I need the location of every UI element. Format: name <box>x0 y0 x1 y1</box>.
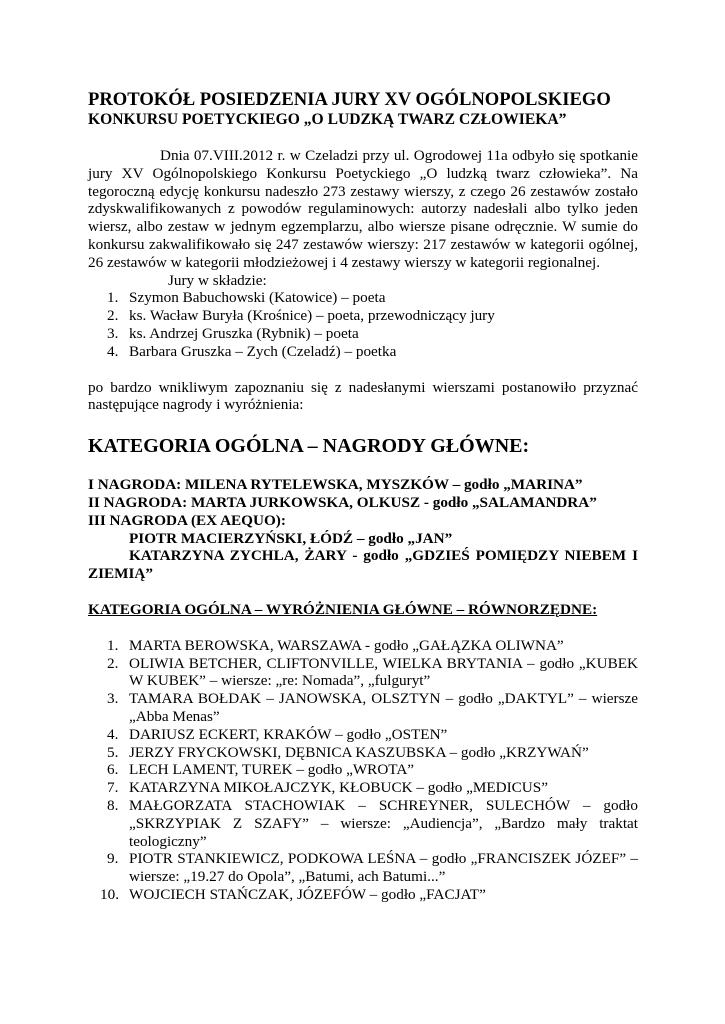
list-item-text: LECH LAMENT, TUREK – godło „WROTA” <box>129 761 415 779</box>
list-item-text: PIOTR STANKIEWICZ, PODKOWA LEŚNA – godło „FRANCISZEK JÓZEF” – wiersze: „19.27 do Opola”, „Batumi, ach Batumi...” <box>129 850 638 886</box>
list-item <box>88 761 638 779</box>
after-jury-paragraph: po bardzo wnikliwym zapoznaniu się z nadesłanymi wierszami postanowiło przyznać następujące nagrody i wyróżnienia: <box>88 378 638 414</box>
jury-member-text: ks. Wacław Buryła (Krośnice) – poeta, przewodniczący jury <box>129 307 495 325</box>
list-number: 2. <box>107 307 119 325</box>
jury-member <box>88 325 638 343</box>
jury-member <box>88 307 638 325</box>
list-item <box>88 850 638 886</box>
list-item-text: MAŁGORZATA STACHOWIAK – SCHREYNER, SULECHÓW – godło „SKRZYPIAK Z SZAFY” – wiersze: „Audiencja”, „Bardzo mały traktat teologiczny” <box>129 796 638 850</box>
list-item <box>88 637 638 655</box>
list-number: 4. <box>107 342 119 360</box>
jury-member <box>88 289 638 307</box>
second-prize: II NAGRODA: MARTA JURKOWSKA, OLKUSZ - godło „SALAMANDRA” <box>88 493 597 511</box>
first-prize: I NAGRODA: MILENA RYTELEWSKA, MYSZKÓW – godło „MARINA” <box>88 476 583 494</box>
list-item <box>88 655 638 691</box>
main-prizes-heading: KATEGORIA OGÓLNA – NAGRODY GŁÓWNE: <box>88 435 530 458</box>
list-number: 3. <box>107 690 119 708</box>
list-number: 5. <box>107 743 119 761</box>
list-item <box>88 744 638 762</box>
list-number: 1. <box>107 289 119 307</box>
list-number: 1. <box>107 636 119 654</box>
jury-member <box>88 343 638 361</box>
list-item-text: TAMARA BOŁDAK – JANOWSKA, OLSZTYN – godło „DAKTYL” – wiersze „Abba Menas” <box>129 690 638 725</box>
document-title: PROTOKÓŁ POSIEDZENIA JURY XV OGÓLNOPOLSKIEGO <box>88 89 611 110</box>
list-number: 7. <box>107 779 119 797</box>
list-number: 8. <box>107 796 119 814</box>
third-prize-winner-b: KATARZYNA ZYCHLA, ŻARY - godło „GDZIEŚ POMIĘDZY NIEBEM I ZIEMIĄ” <box>88 547 638 583</box>
intro-paragraph: Dnia 07.VIII.2012 r. w Czeladzi przy ul. Ogrodowej 11a odbyło się spotkanie jury XV Ogólnopolskiego Konkursu Poetyckiego „O ludzką twarz człowieka”. Na tegoroczną edycję konkursu nadeszło 273 zestawy wierszy, z czego 26 zestawów zostało zdyskwalifikowanych z powodów regulaminowych: autorzy nadesłali albo tylko jeden wiersz, albo zestaw w jednym egzemplarzu, albo wiersze pisane odręcznie. W sumie do konkursu zakwalifikowało się 247 zestawów wierszy: 217 zestawów w kategorii ogólnej, 26 zestawów w kategorii młodzieżowej i 4 zestawy wierszy w kategorii regionalnej. <box>88 147 638 271</box>
list-number: 9. <box>107 850 119 868</box>
list-item-text: DARIUSZ ECKERT, KRAKÓW – godło „OSTEN” <box>129 725 448 743</box>
list-number: 2. <box>107 654 119 672</box>
third-prize-heading: III NAGRODA (EX AEQUO): <box>88 511 286 529</box>
list-item-text: KATARZYNA MIKOŁAJCZYK, KŁOBUCK – godło „MEDICUS” <box>129 779 548 797</box>
distinctions-heading: KATEGORIA OGÓLNA – WYRÓŻNIENIA GŁÓWNE – RÓWNORZĘDNE: <box>88 600 598 618</box>
jury-intro: Jury w składzie: <box>168 271 267 289</box>
list-item <box>88 886 638 904</box>
list-item-text: JERZY FRYCKOWSKI, DĘBNICA KASZUBSKA – godło „KRZYWAŃ” <box>129 743 589 761</box>
document-subtitle: KONKURSU POETYCKIEGO „O LUDZKĄ TWARZ CZŁOWIEKA” <box>88 111 567 128</box>
jury-member-text: Szymon Babuchowski (Katowice) – poeta <box>129 289 386 307</box>
list-number: 4. <box>107 725 119 743</box>
list-item-text: MARTA BEROWSKA, WARSZAWA - godło „GAŁĄZKA OLIWNA” <box>129 636 564 654</box>
third-prize-winner-a: PIOTR MACIERZYŃSKI, ŁÓDŹ – godło „JAN” <box>129 529 453 547</box>
list-item-text: WOJCIECH STAŃCZAK, JÓZEFÓW – godło „FACJAT” <box>129 885 486 903</box>
document-page <box>88 89 638 904</box>
list-item-text: OLIWIA BETCHER, CLIFTONVILLE, WIELKA BRYTANIA – godło „KUBEK W KUBEK” – wiersze: „re: Nomada”, „fulguryt” <box>129 654 638 690</box>
list-item <box>88 779 638 797</box>
jury-member-text: Barbara Gruszka – Zych (Czeladź) – poetka <box>129 342 397 360</box>
jury-list <box>88 289 638 360</box>
list-number: 10. <box>100 885 119 903</box>
list-item <box>88 797 638 850</box>
list-number: 6. <box>107 761 119 779</box>
distinctions-list <box>88 637 638 904</box>
list-item <box>88 690 638 726</box>
list-number: 3. <box>107 324 119 342</box>
jury-member-text: ks. Andrzej Gruszka (Rybnik) – poeta <box>129 324 359 342</box>
list-item <box>88 726 638 744</box>
